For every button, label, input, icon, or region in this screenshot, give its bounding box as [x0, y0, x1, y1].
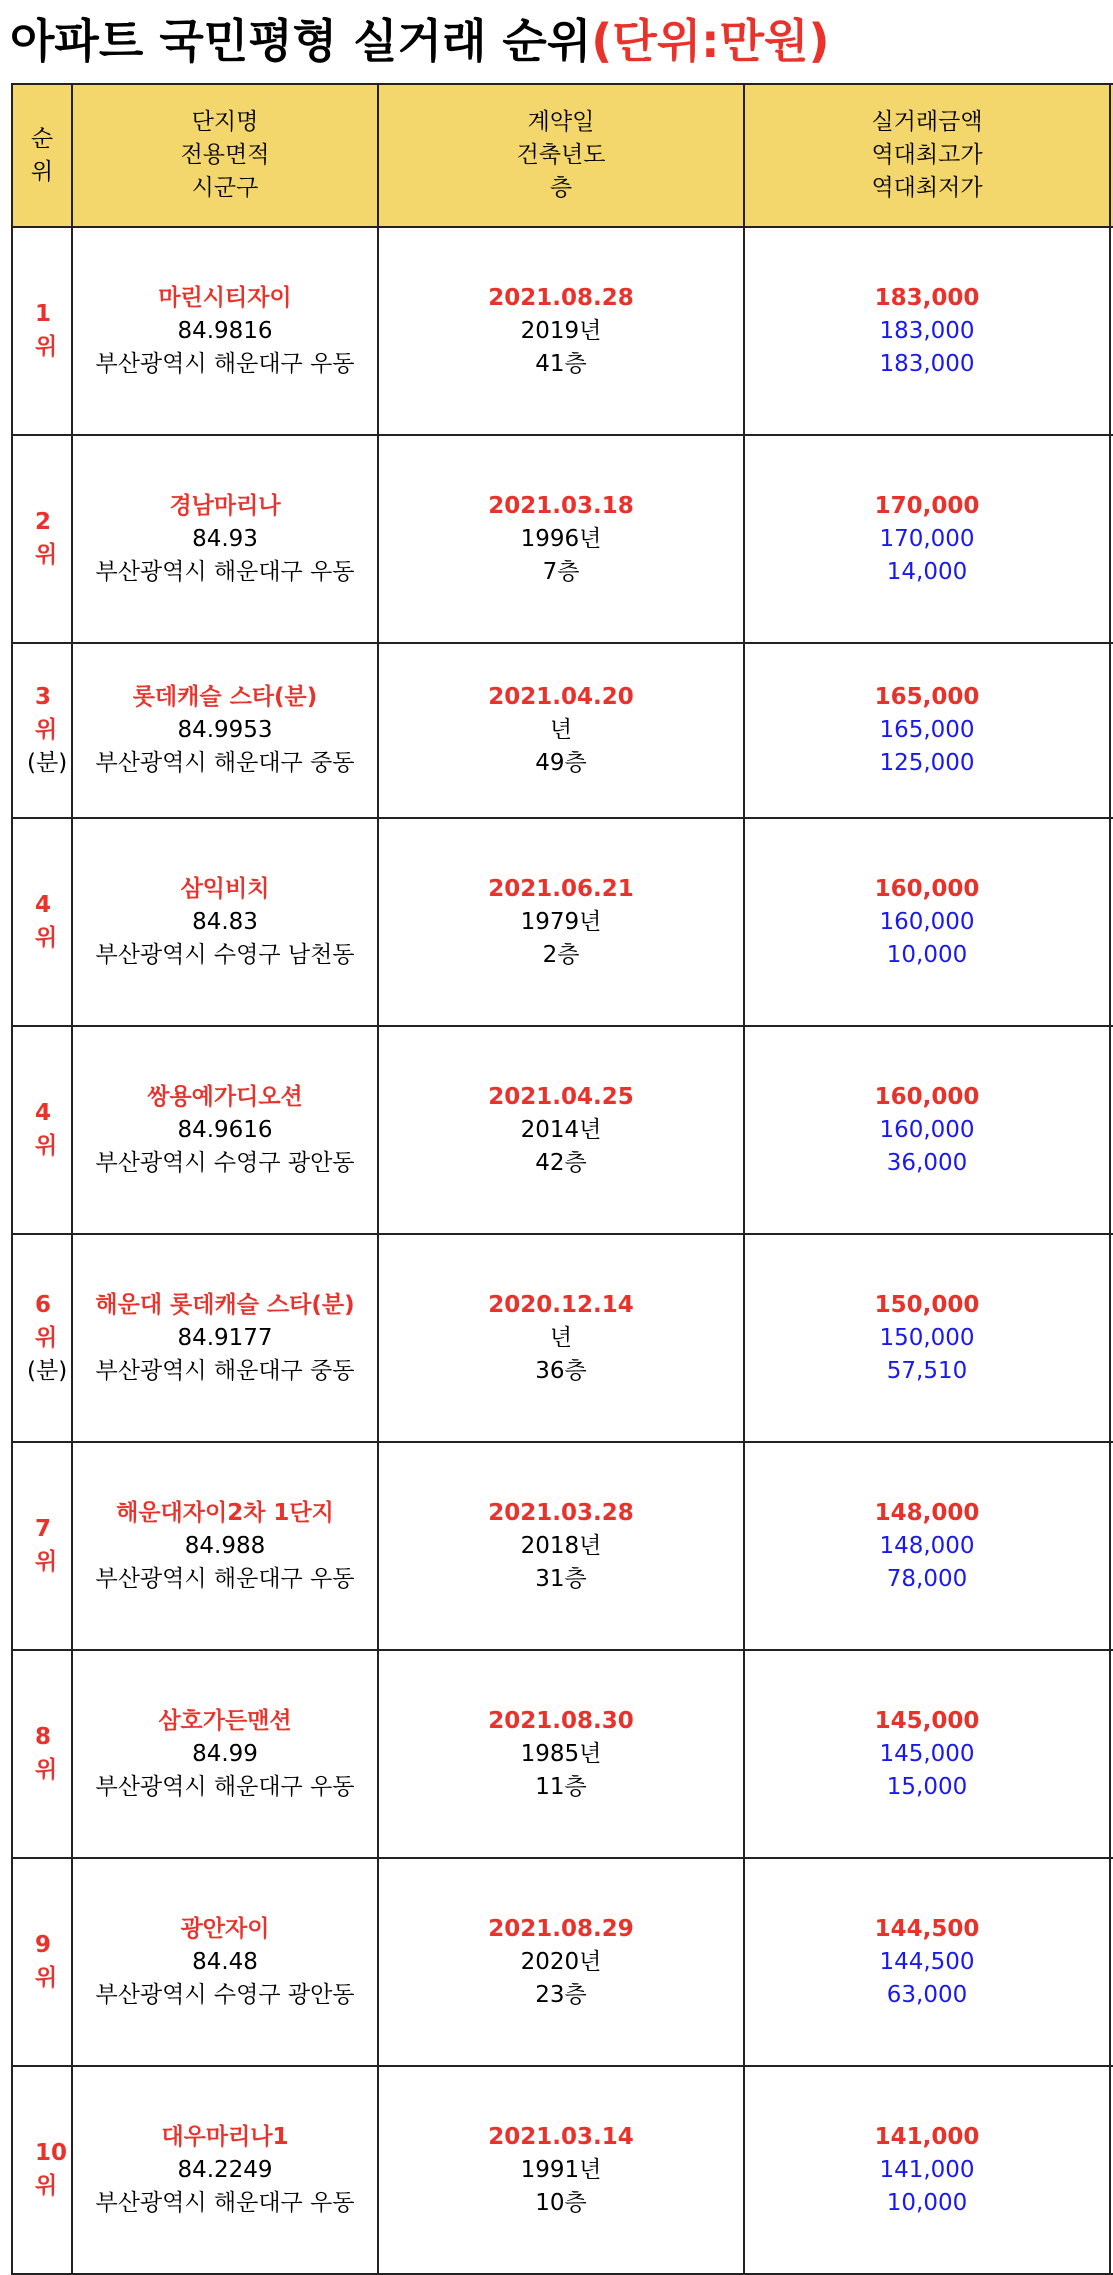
header-name	[72, 84, 378, 227]
area-value: 84.48	[192, 1948, 258, 1975]
rank-number: 3	[35, 684, 52, 710]
rank-cell	[12, 1026, 72, 1234]
region-text: 부산광역시 해운대구 우동	[95, 2189, 355, 2216]
area-value: 84.9616	[177, 1116, 273, 1143]
table-row	[12, 1234, 1113, 1442]
rank-suffix: 위	[35, 1133, 58, 1159]
table-row	[12, 1650, 1113, 1858]
deal-price: 148,000	[874, 1499, 980, 1526]
rank-cell	[12, 2066, 72, 2274]
page-title	[10, 14, 830, 68]
complex-cell	[72, 1026, 378, 1234]
header-date	[378, 84, 744, 227]
table-row	[12, 818, 1113, 1026]
header-name-line: 전용면적	[180, 142, 270, 168]
area-value: 84.99	[192, 1740, 258, 1767]
header-row	[12, 84, 1113, 227]
region-text: 부산광역시 해운대구 중동	[95, 1357, 355, 1384]
rank-suffix: 위	[35, 1757, 58, 1783]
record-high-price: 141,000	[879, 2156, 975, 2183]
rank-cell	[12, 1858, 72, 2066]
table-row	[12, 1858, 1113, 2066]
record-high-price: 170,000	[879, 525, 975, 552]
deal-price: 170,000	[874, 492, 980, 519]
contract-date: 2021.04.25	[488, 1083, 634, 1110]
complex-name: 삼호가든맨션	[158, 1707, 292, 1734]
rank-number: 8	[35, 1724, 52, 1750]
complex-cell	[72, 1858, 378, 2066]
date-cell	[378, 643, 744, 818]
deal-price: 145,000	[874, 1707, 980, 1734]
region-text: 부산광역시 해운대구 우동	[95, 558, 355, 585]
header-rank-line: 순	[30, 125, 54, 152]
record-low-price: 183,000	[879, 350, 975, 377]
rank-cell	[12, 818, 72, 1026]
rank-number: 2	[35, 509, 52, 535]
date-cell	[378, 2066, 744, 2274]
complex-cell	[72, 227, 378, 435]
floor-value: 49층	[535, 750, 587, 776]
contract-date: 2021.06.21	[488, 875, 634, 902]
record-low-price: 36,000	[886, 1149, 968, 1176]
build-year: 1996년	[520, 525, 602, 552]
rank-cell	[12, 435, 72, 643]
rank-cell	[12, 227, 72, 435]
rank-sub: (분)	[27, 750, 68, 776]
header-rank	[12, 84, 72, 227]
floor-value: 23층	[535, 1981, 587, 2008]
record-high-price: 145,000	[879, 1740, 975, 1767]
region-text: 부산광역시 해운대구 중동	[95, 750, 355, 776]
complex-cell	[72, 1650, 378, 1858]
rank-number: 1	[35, 301, 52, 327]
area-value: 84.93	[192, 525, 258, 552]
record-high-price: 150,000	[879, 1324, 975, 1351]
build-year: 년	[549, 1324, 573, 1351]
floor-value: 41층	[535, 350, 587, 377]
build-year: 1991년	[520, 2156, 602, 2183]
floor-value: 7층	[542, 558, 580, 585]
price-cell	[744, 435, 1110, 643]
header-name-line: 단지명	[191, 109, 259, 135]
rank-suffix: 위	[35, 717, 58, 743]
record-high-price: 148,000	[879, 1532, 975, 1559]
date-cell	[378, 227, 744, 435]
deal-price: 160,000	[874, 1083, 980, 1110]
header-rank-line: 위	[30, 158, 54, 185]
header-price-line: 역대최고가	[871, 142, 983, 168]
table-row	[12, 435, 1113, 643]
complex-name: 해운대자이2차 1단지	[116, 1499, 334, 1526]
floor-value: 31층	[535, 1565, 587, 1592]
rank-number: 10	[35, 2140, 68, 2166]
price-cell	[744, 1650, 1110, 1858]
record-low-price: 10,000	[886, 941, 968, 968]
title-main: 아파트 국민평형 실거래 순위	[10, 14, 592, 68]
build-year: 2018년	[520, 1532, 602, 1559]
price-cell	[744, 227, 1110, 435]
price-cell	[744, 818, 1110, 1026]
table-row	[12, 1026, 1113, 1234]
complex-name: 해운대 롯데캐슬 스타(분)	[95, 1291, 355, 1318]
date-cell	[378, 435, 744, 643]
price-cell	[744, 643, 1110, 818]
region-text: 부산광역시 수영구 광안동	[95, 1981, 355, 2008]
complex-name: 경남마리나	[169, 492, 281, 519]
header-price-line: 역대최저가	[871, 175, 983, 201]
record-high-price: 144,500	[879, 1948, 975, 1975]
date-cell	[378, 1026, 744, 1234]
rank-number: 9	[35, 1932, 52, 1958]
complex-name: 롯데캐슬 스타(분)	[132, 684, 318, 710]
price-cell	[744, 2066, 1110, 2274]
title-unit: (단위:만원)	[591, 14, 830, 68]
date-cell	[378, 1650, 744, 1858]
build-year: 1979년	[520, 908, 602, 935]
build-year: 년	[549, 717, 573, 743]
region-text: 부산광역시 해운대구 우동	[95, 1565, 355, 1592]
record-high-price: 183,000	[879, 317, 975, 344]
table-row	[12, 2066, 1113, 2274]
contract-date: 2021.08.30	[488, 1707, 634, 1734]
region-text: 부산광역시 수영구 남천동	[95, 941, 355, 968]
complex-cell	[72, 1234, 378, 1442]
deal-price: 144,500	[874, 1915, 980, 1942]
rank-sub: (분)	[27, 1357, 68, 1384]
region-text: 부산광역시 해운대구 우동	[95, 350, 355, 377]
rank-cell	[12, 1442, 72, 1650]
area-value: 84.9953	[177, 717, 273, 743]
table-row	[12, 643, 1113, 818]
build-year: 2014년	[520, 1116, 602, 1143]
area-value: 84.83	[192, 908, 258, 935]
complex-cell	[72, 643, 378, 818]
contract-date: 2021.03.18	[488, 492, 634, 519]
date-cell	[378, 818, 744, 1026]
record-low-price: 14,000	[886, 558, 968, 585]
deal-price: 150,000	[874, 1291, 980, 1318]
record-low-price: 78,000	[886, 1565, 968, 1592]
table-row	[12, 227, 1113, 435]
price-cell	[744, 1858, 1110, 2066]
complex-name: 광안자이	[180, 1915, 270, 1942]
rank-number: 6	[35, 1291, 52, 1318]
complex-cell	[72, 435, 378, 643]
rank-cell	[12, 643, 72, 818]
ranking-table	[11, 83, 1113, 2275]
table-row	[12, 1442, 1113, 1650]
build-year: 1985년	[520, 1740, 602, 1767]
area-value: 84.2249	[177, 2156, 273, 2183]
rank-suffix: 위	[35, 2173, 58, 2199]
deal-price: 141,000	[874, 2123, 980, 2150]
build-year: 2019년	[520, 317, 602, 344]
rank-cell	[12, 1650, 72, 1858]
header-date-line: 계약일	[527, 109, 595, 135]
record-low-price: 125,000	[879, 750, 975, 776]
record-high-price: 160,000	[879, 908, 975, 935]
floor-value: 36층	[535, 1357, 587, 1384]
rank-number: 4	[35, 1100, 52, 1126]
record-low-price: 15,000	[886, 1773, 968, 1800]
contract-date: 2021.04.20	[488, 684, 634, 710]
rank-suffix: 위	[35, 1324, 58, 1351]
record-high-price: 165,000	[879, 717, 975, 743]
complex-cell	[72, 1442, 378, 1650]
record-high-price: 160,000	[879, 1116, 975, 1143]
header-date-line: 건축년도	[516, 142, 606, 168]
floor-value: 10층	[535, 2189, 587, 2216]
rank-suffix: 위	[35, 925, 58, 951]
rank-suffix: 위	[35, 1549, 58, 1575]
region-text: 부산광역시 수영구 광안동	[95, 1149, 355, 1176]
date-cell	[378, 1858, 744, 2066]
price-cell	[744, 1442, 1110, 1650]
region-text: 부산광역시 해운대구 우동	[95, 1773, 355, 1800]
date-cell	[378, 1234, 744, 1442]
deal-price: 165,000	[874, 684, 980, 710]
rank-suffix: 위	[35, 334, 58, 360]
header-name-line: 시군구	[191, 175, 259, 201]
floor-value: 42층	[535, 1149, 587, 1176]
contract-date: 2021.03.28	[488, 1499, 634, 1526]
area-value: 84.9816	[177, 317, 273, 344]
area-value: 84.988	[184, 1532, 266, 1559]
price-cell	[744, 1234, 1110, 1442]
rank-number: 7	[35, 1516, 52, 1542]
date-cell	[378, 1442, 744, 1650]
rank-suffix: 위	[35, 1965, 58, 1991]
complex-name: 쌍용예가디오션	[147, 1083, 303, 1110]
record-low-price: 57,510	[886, 1357, 968, 1384]
floor-value: 2층	[542, 941, 580, 968]
header-price	[744, 84, 1110, 227]
rank-number: 4	[35, 892, 52, 918]
complex-cell	[72, 818, 378, 1026]
deal-price: 160,000	[874, 875, 980, 902]
floor-value: 11층	[535, 1773, 587, 1800]
contract-date: 2021.08.28	[488, 284, 634, 311]
contract-date: 2021.08.29	[488, 1915, 634, 1942]
complex-name: 삼익비치	[180, 875, 270, 902]
deal-price: 183,000	[874, 284, 980, 311]
header-date-line: 층	[549, 175, 573, 201]
complex-name: 마린시티자이	[158, 284, 292, 311]
price-cell	[744, 1026, 1110, 1234]
contract-date: 2020.12.14	[488, 1291, 634, 1318]
record-low-price: 63,000	[886, 1981, 968, 2008]
complex-cell	[72, 2066, 378, 2274]
header-price-line: 실거래금액	[871, 109, 983, 135]
rank-suffix: 위	[35, 542, 58, 568]
record-low-price: 10,000	[886, 2189, 968, 2216]
area-value: 84.9177	[177, 1324, 273, 1351]
rank-cell	[12, 1234, 72, 1442]
build-year: 2020년	[520, 1948, 602, 1975]
complex-name: 대우마리나1	[161, 2123, 289, 2150]
contract-date: 2021.03.14	[488, 2123, 634, 2150]
